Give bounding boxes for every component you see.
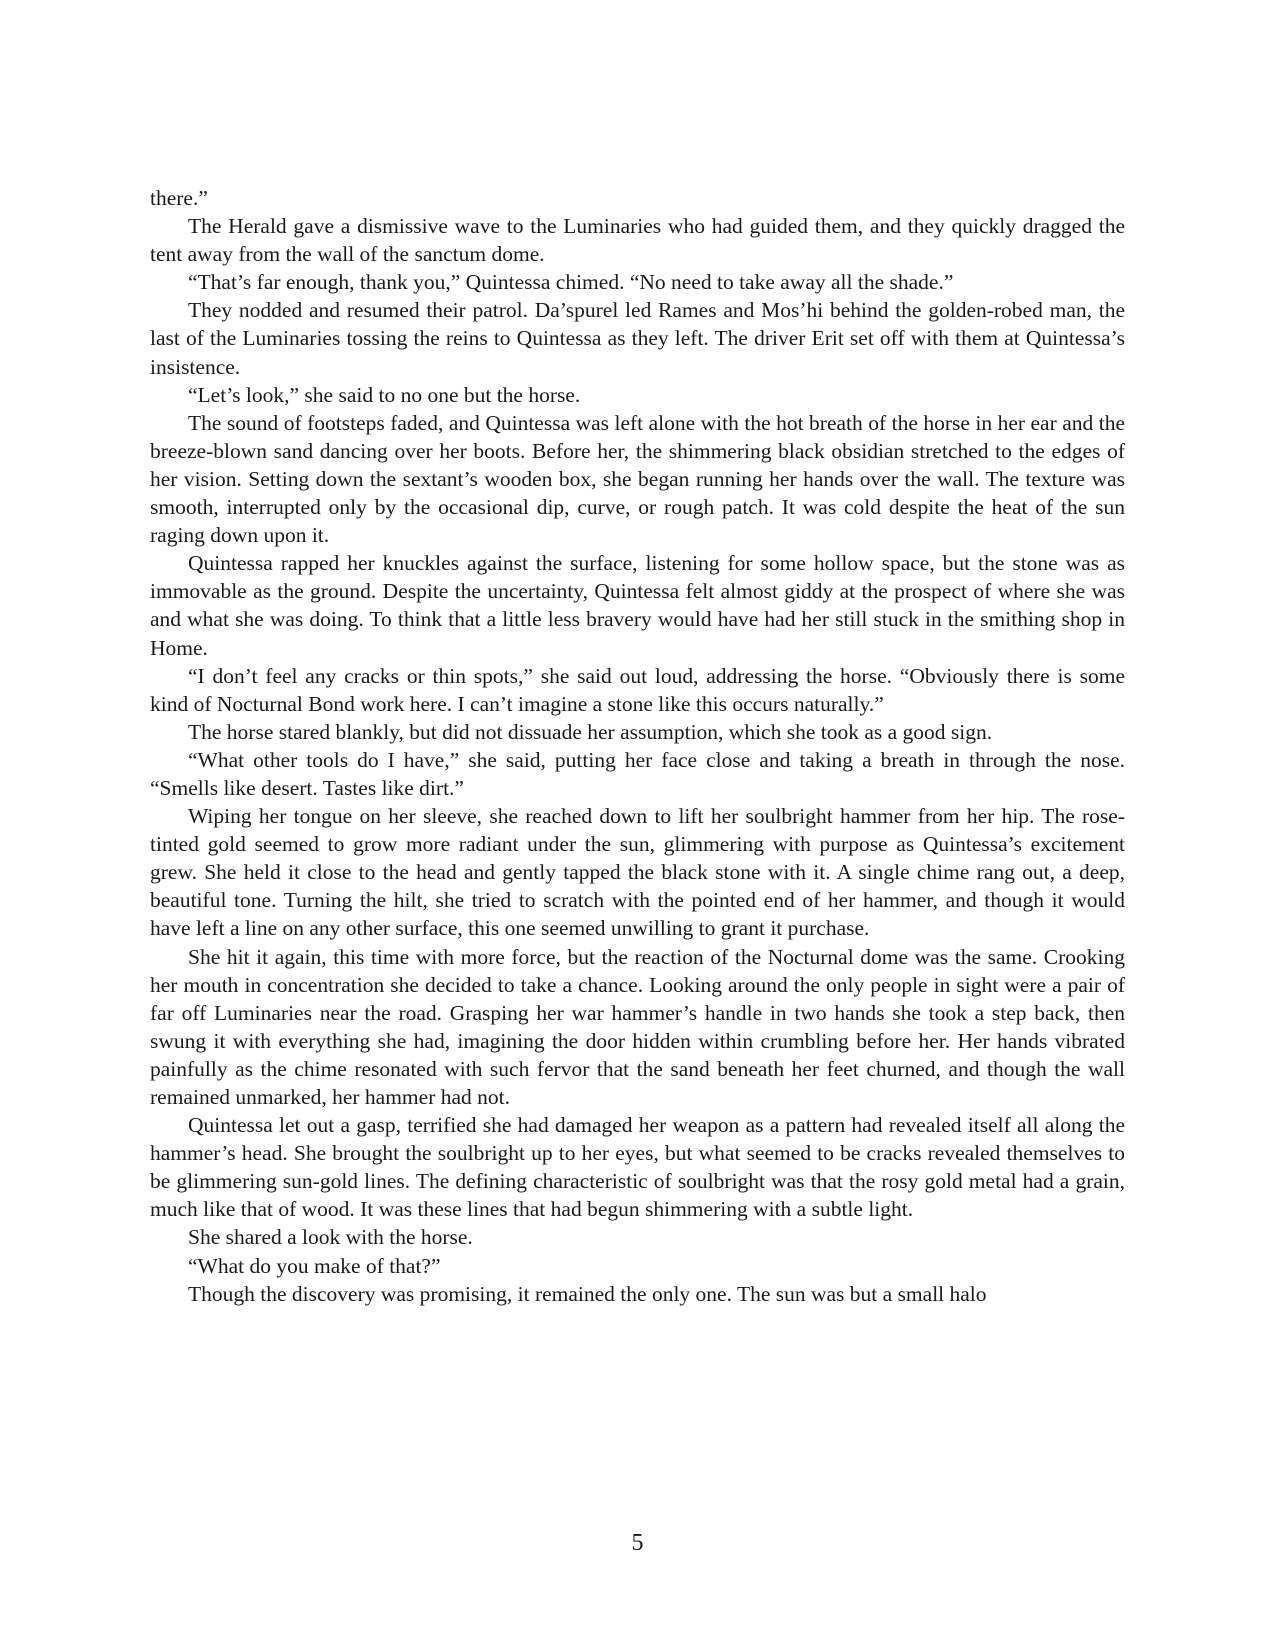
paragraph: The sound of footsteps faded, and Quintessa was left alone with the hot breath of the horse in her ear and the breeze-blown sand dancing over her boots. Before her, the shimmering black obsidian stretched to the edges of her vision. Setting down the sextant’s wooden box, she began running her hands over the wall. The texture was smooth, interrupted only by the occasional dip, curve, or rough patch. It was cold despite the heat of the sun raging down upon it. <box>150 410 1125 548</box>
paragraph: “I don’t feel any cracks or thin spots,” she said out loud, addressing the horse. “Obviously there is some kind of Nocturnal Bond work here. I can’t imagine a stone like this occurs naturally.” <box>150 663 1125 716</box>
paragraph: Quintessa let out a gasp, terrified she had damaged her weapon as a pattern had revealed itself all along the hammer’s head. She brought the soulbright up to her eyes, but what seemed to be cracks revealed themselves to be glimmering sun-gold lines. The defining characteristic of soulbright was that the rosy gold metal had a grain, much like that of wood. It was these lines that had begun shimmering with a subtle light. <box>150 1113 1125 1222</box>
paragraph: Quintessa rapped her knuckles against the surface, listening for some hollow space, but the stone was as immovable as the ground. Despite the uncertainty, Quintessa felt almost giddy at the prospect of where she was and what she was doing. To think that a little less bravery would have had her still stuck in the smithing shop in Home. <box>150 551 1125 660</box>
paragraph: She hit it again, this time with more force, but the reaction of the Nocturnal dome was the same. Crooking her mouth in concentration she decided to take a chance. Looking around the only people in sight were a pair of far off Luminaries near the road. Grasping her war hammer’s handle in two hands she took a step back, then swung it with everything she had, imagining the door hidden within crumbling before her. Her hands vibrated painfully as the chime resonated with such fervor that the sand beneath her feet churned, and though the wall remained unmarked, her hammer had not. <box>150 944 1125 1109</box>
paragraph: She shared a look with the horse. <box>188 1225 473 1250</box>
paragraph: Though the discovery was promising, it remained the only one. The sun was but a small halo <box>188 1281 987 1306</box>
paragraph: They nodded and resumed their patrol. Da’spurel led Rames and Mos’hi behind the golden-robed man, the last of the Luminaries tossing the reins to Quintessa as they left. The driver Erit set off with them at Quintessa’s insistence. <box>150 298 1125 379</box>
paragraph: Wiping her tongue on her sleeve, she reached down to lift her soulbright hammer from her hip. The rose-tinted gold seemed to grow more radiant under the sun, glimmering with purpose as Quintessa’s excitement grew. She held it close to the head and gently tapped the black stone with it. A single chime rang out, a deep, beautiful tone. Turning the hilt, she tried to scratch with the pointed end of her hammer, and though it would have left a line on any other surface, this one seemed unwilling to grant it purchase. <box>150 804 1125 941</box>
paragraph: The Herald gave a dismissive wave to the Luminaries who had guided them, and they quickly dragged the tent away from the wall of the sanctum dome. <box>150 214 1125 267</box>
paragraph: “Let’s look,” she said to no one but the horse. <box>188 382 581 407</box>
page-number: 5 <box>631 1530 644 1556</box>
paragraph: there.” <box>150 186 208 210</box>
paragraph: The horse stared blankly, but did not dissuade her assumption, which she took as a good sign. <box>188 719 993 744</box>
body-text <box>150 184 1125 1308</box>
paragraph: “That’s far enough, thank you,” Quintessa chimed. “No need to take away all the shade.” <box>188 270 954 295</box>
paragraph: “What other tools do I have,” she said, putting her face close and taking a breath in through the nose. “Smells like desert. Tastes like dirt.” <box>150 747 1125 800</box>
paragraph: “What do you make of that?” <box>188 1253 441 1278</box>
